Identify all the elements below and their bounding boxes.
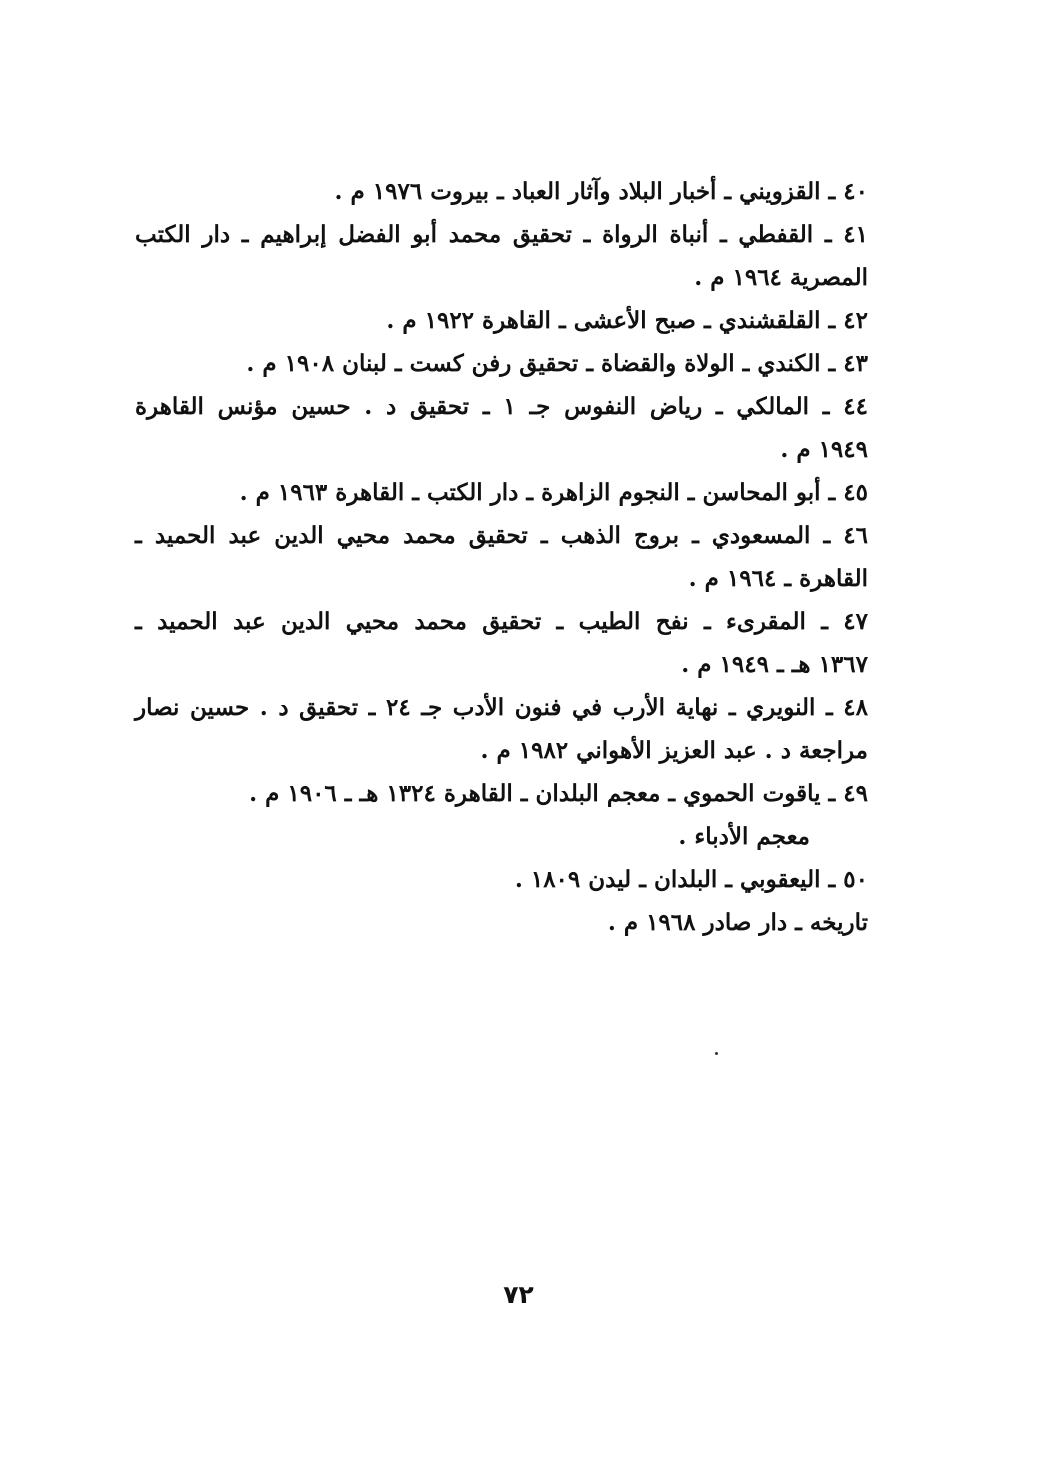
reference-50-line-1: ٥٠ ـ اليعقوبي ـ البلدان ـ ليدن ١٨٠٩ . bbox=[514, 866, 868, 893]
reference-43-line-1: ٤٣ ـ الكندي ـ الولاة والقضاة ـ تحقيق رفن كست ـ لبنان ١٩٠٨ م . bbox=[246, 350, 868, 377]
page-number: ٧٢ bbox=[503, 1280, 534, 1309]
reference-49-line-2: معجم الأدباء . bbox=[678, 823, 810, 850]
reference-41-line-1: ٤١ ـ القفطي ـ أنباة الرواة ـ تحقيق محمد أبو الفضل إبراهيم ـ دار الكتب bbox=[135, 221, 868, 248]
reference-48-line-1: ٤٨ ـ النويري ـ نهاية الأرب في فنون الأدب جـ ٢٤ ـ تحقيق د . حسين نصار bbox=[135, 694, 869, 721]
reference-50-line-2: تاريخه ـ دار صادر ١٩٦٨ م . bbox=[607, 909, 868, 936]
reference-41-line-2: المصرية ١٩٦٤ م . bbox=[694, 264, 868, 291]
bibliography-list bbox=[135, 170, 868, 944]
reference-48-line-2: مراجعة د . عبد العزيز الأهواني ١٩٨٢ م . bbox=[480, 737, 868, 764]
reference-45-line-1: ٤٥ ـ أبو المحاسن ـ النجوم الزاهرة ـ دار الكتب ـ القاهرة ١٩٦٣ م . bbox=[239, 479, 868, 506]
reference-46-line-2: القاهرة ـ ١٩٦٤ م . bbox=[688, 565, 868, 592]
reference-44-line-1: ٤٤ ـ المالكي ـ رياض النفوس جـ ١ ـ تحقيق د . حسين مؤنس القاهرة bbox=[135, 393, 868, 420]
reference-47-line-1: ٤٧ ـ المقرىء ـ نفح الطيب ـ تحقيق محمد محيي الدين عبد الحميد ـ bbox=[135, 608, 868, 635]
stray-dot bbox=[715, 1052, 718, 1055]
reference-47-line-2: ١٣٦٧ هـ ـ ١٩٤٩ م . bbox=[681, 651, 868, 678]
reference-40-line-1: ٤٠ ـ القزويني ـ أخبار البلاد وآثار العباد ـ بيروت ١٩٧٦ م . bbox=[334, 178, 868, 205]
reference-49-line-1: ٤٩ ـ ياقوت الحموي ـ معجم البلدان ـ القاهرة ١٣٢٤ هـ ـ ١٩٠٦ م . bbox=[249, 780, 868, 807]
reference-42-line-1: ٤٢ ـ القلقشندي ـ صبح الأعشى ـ القاهرة ١٩٢٢ م . bbox=[386, 307, 868, 334]
reference-44-line-2: ١٩٤٩ م . bbox=[780, 436, 868, 463]
reference-46-line-1: ٤٦ ـ المسعودي ـ بروج الذهب ـ تحقيق محمد محيي الدين عبد الحميد ـ bbox=[135, 522, 869, 549]
